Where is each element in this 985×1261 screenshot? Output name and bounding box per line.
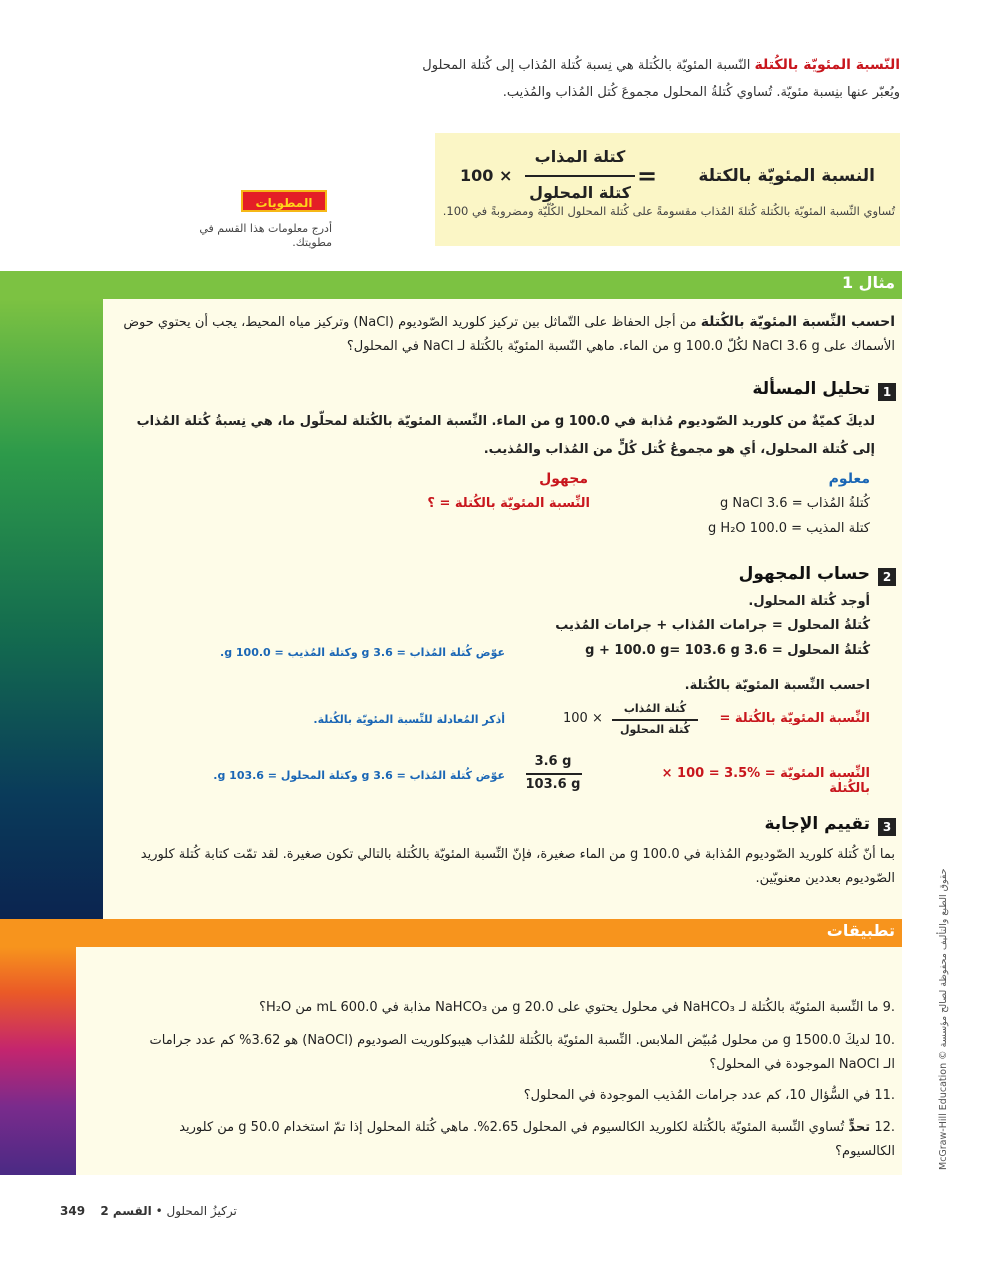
eq1-lhs: النِّسبة المئويّة بالكُتلة = [719, 711, 870, 726]
known-header: معلوم [828, 471, 870, 487]
eq2-rest: × 100 = 3.5% = النِّسبة المئويّة بالكُتلة [661, 766, 870, 796]
example-title: مثال 1 [841, 273, 895, 292]
step2-tip2: أذكر المُعادلة للنِّسبة المئويّة بالكُتلة. [313, 713, 505, 726]
formula-fraction-line [525, 175, 635, 177]
step2-line-a: أوجد كُتلة المحلول. [748, 594, 870, 609]
intro-paragraph [320, 52, 900, 106]
question-12-text: تُساوي النِّسبة المئويّة بالكُتلة لكلوريد الكالسيوم في المحلول 2.65%. ماهي كُتلة المحلول إذا تمّ استخدام 50.0 g من كلوريد الكالسيوم؟ [179, 1120, 895, 1159]
step2-number: 2 [878, 568, 896, 586]
question-9 [135, 996, 895, 1020]
footer-topic: تركيزُ المحلول [166, 1204, 237, 1218]
question-9-number: .9 [882, 1000, 895, 1015]
step2-line-c: كُتلةُ المحلول = 3.6 g + 100.0 g= 103.6 g [585, 643, 870, 658]
question-11 [135, 1084, 895, 1108]
question-12-number: .12 [874, 1120, 895, 1135]
intro-line2: ويُعبّر عنها بنِسبة مئويّة. تُساوي كُتلةُ المحلول مجموعَ كُتل المُذاب والمُذيب. [502, 85, 900, 100]
footer-section: القسم 2 [100, 1204, 152, 1218]
example-gradient-strip [0, 299, 103, 919]
page-footer [60, 1204, 260, 1218]
foldables-badge: المطويات [241, 190, 327, 212]
side-copyright: McGraw-Hill Education © حقوق الطبع والتأليف محفوظة لصالح مؤسسة [938, 868, 949, 1170]
step2-tip1: عوّض كُتلة المُذاب = 3.6 g وكتلة المُذيب = 100.0 g. [220, 646, 505, 659]
page-number: 349 [60, 1204, 86, 1218]
question-11-number: .11 [874, 1088, 895, 1103]
problem-heading: احسب النِّسبة المئويّة بالكُتلة [700, 314, 895, 330]
known-solute-mass: كُتلةُ المُذاب = 3.6 g NaCl [719, 496, 870, 511]
intro-term: النّسبة المئويّة بالكُتلة [754, 57, 900, 73]
question-11-text: في السُّؤال 10، كم عدد جرامات المُذيب الموجودة في المحلول؟ [523, 1088, 871, 1103]
eq1-multiplier: 100 × [563, 711, 603, 726]
unknown-percent: النِّسبة المئويّة بالكُتلة = ؟ [427, 496, 590, 511]
unknown-header: مجهول [539, 471, 588, 487]
step3-body: بما أنّ كُتلة كلوريد الصّوديوم المُذابة في 100.0 g من الماء صغيرة، فإنّ النِّسبة المئويّة بالكُتلة بالتالي تكون صغيرة. لقد تمّت كتابة كُتلة كلوريد الصّوديوم بعددين معنويّين. [140, 847, 895, 886]
eq2-numerator: 3.6 g [534, 754, 572, 769]
practice-gradient-strip [0, 947, 76, 1175]
step2-line-b: كُتلةُ المحلول = جرامات المُذاب + جرامات المُذيب [555, 618, 870, 633]
step1-number: 1 [878, 383, 896, 401]
question-10-number: .10 [874, 1033, 895, 1048]
foldables-note: أدرج معلومات هذا القسم في مطويتك. [199, 222, 332, 249]
known-solvent-mass: كتلة المذيب = 100.0 g H₂O [708, 521, 870, 536]
question-9-text: ما النِّسبة المئويّة بالكُتلة لـ NaHCO₃ في محلول يحتوي على 20.0 g من NaHCO₃ مذابة في 600.0 mL من H₂O؟ [259, 1000, 879, 1015]
question-10-text: لديكَ 1500.0 g من محلول مُبيّض الملابس. النِّسبة المئويّة بالكُتلة للمُذاب هيبوكلوريت الصوديوم (NaOCl) هو 3.62% كم عدد جرامات الـ NaOCl الموجودة في المحلول؟ [149, 1033, 895, 1072]
eq1-denominator: كُتلة المحلول [619, 723, 690, 736]
formula-lhs: النسبة المئويّة بالكتلة [698, 166, 875, 186]
footer-bullet-icon: • [155, 1204, 163, 1218]
problem-text: من أجل الحفاظ على التّماثل بين تركيز كلوريد الصّوديوم (NaCl) وتركيز مياه المحيط، يجب أن يحتوي حوض الأسماك على NaCl 3.6 g لكُلّ 100.0 g من الماء. ماهي النّسبة المئويّة بالكُتلة لـ NaCl في المحلول؟ [123, 315, 895, 354]
step2-tip3: عوّض كُتلة المُذاب = 3.6 g وكتلة المحلول = 103.6 g. [213, 769, 505, 782]
step2-title: حساب المجهول [738, 564, 870, 584]
formula-multiplier: 100 × [460, 166, 513, 185]
step2-line-d: احسب النِّسبة المئويّة بالكُتلة. [684, 678, 870, 693]
eq1-fraction-line [612, 719, 698, 721]
formula-equals: = [637, 162, 658, 190]
step1-body: لديكَ كميّةٌ من كلوريد الصّوديوم مُذابة في 100.0 g من الماء. النِّسبة المئويّة بالكُتلة لمحلّول ما، هي نِسبةُ كُتلة المُذاب إلى كُتلة المحلول، أي هو مجموعُ كُتل كُلٍّ من المُذاب والمُذيب. [136, 414, 875, 457]
eq1-numerator: كُتلة المُذاب [623, 702, 687, 715]
formula-numerator: كتلة المذاب [534, 147, 626, 166]
question-10 [135, 1029, 895, 1077]
formula-box [435, 133, 900, 246]
formula-description: تُساوي النِّسبة المئويّة بالكُتلة كُتلةَ المُذاب مقسومةً على كُتلة المحلول الكُلّيّة ومضروبةً في 100. [442, 204, 895, 218]
example-problem [100, 310, 895, 359]
eq2-fraction-line [526, 773, 582, 775]
step1-title: تحليل المسألة [752, 379, 870, 399]
question-12 [135, 1116, 895, 1164]
practice-title: تطبيقات [826, 921, 895, 940]
practice-header-bar [0, 919, 902, 947]
formula-denominator: كتلة المحلول [529, 183, 631, 202]
step3-number: 3 [878, 818, 896, 836]
step3-title: تقييم الإجابة [764, 814, 870, 834]
intro-line1: النّسبة المئويّة بالكُتلة هي نِسبة كُتلة المُذاب إلى كُتلة المحلول [422, 58, 755, 73]
example-header-bar [0, 271, 902, 299]
question-12-challenge: تحدٍّ [848, 1120, 871, 1135]
eq2-denominator: 103.6 g [525, 777, 581, 792]
